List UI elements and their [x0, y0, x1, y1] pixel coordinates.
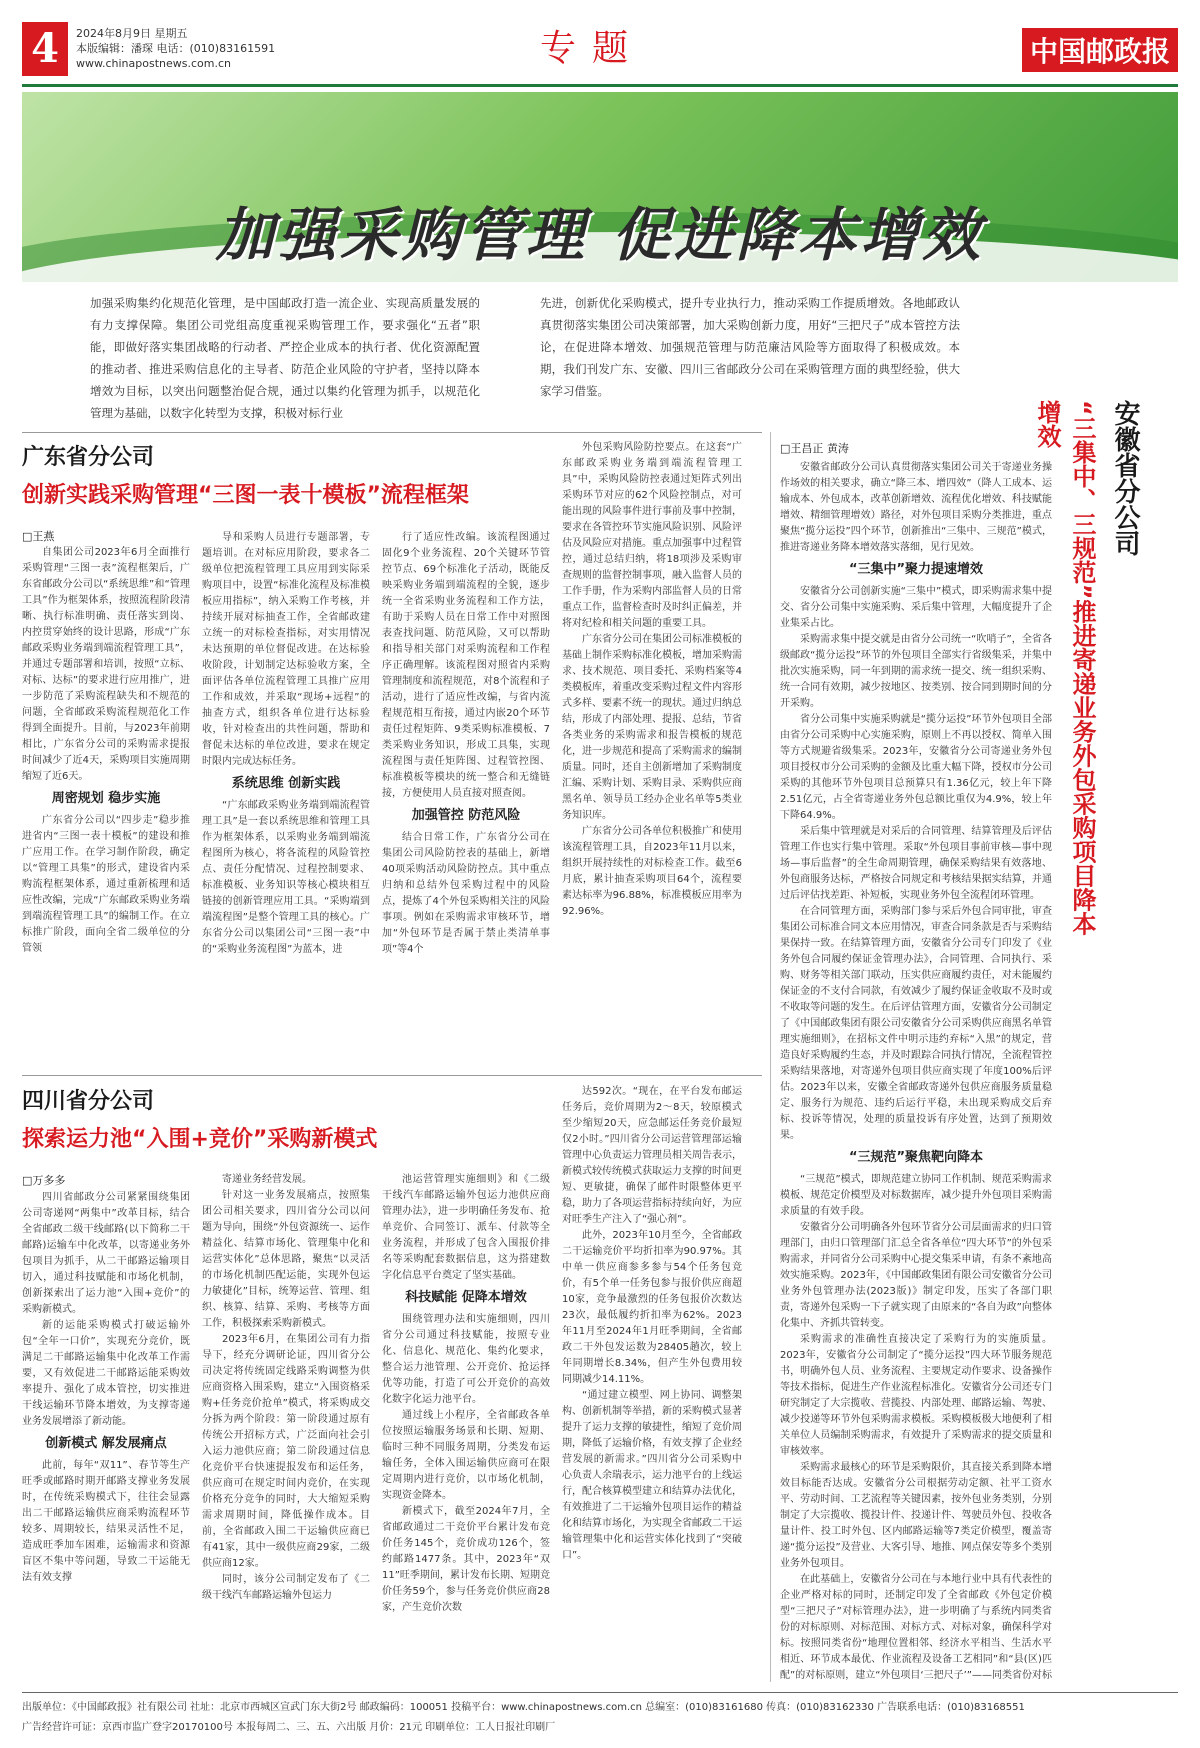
- sc-paragraph: 此外，2023年10月至今，全省邮政二干运输竞价平均折扣率为90.97%。其中单一供应商参多参与54个任务包竞价，有5个单一任务包参与报价供应商超10家，竞争最激烈的任务包报价次数达23次，最低履约折扣率为62%。2023年11月至2024年1月旺季期间，全省邮政二干外包发运数为28405趟次，较上年同期增长8.34%，但产生外包费用较同期减少14.11%。: [562, 1230, 742, 1385]
- date-line: 2024年8月9日 星期五: [76, 27, 188, 40]
- banner-title: 加强采购管理 促进降本增效: [215, 201, 985, 269]
- ah-paragraph: 安徽省邮政分公司认真贯彻落实集团公司关于寄递业务操作场效的相关要求，确立“降三本、增四效”（降人工成本、运输成本、外包成本，改革创新增效、流程优化增效、科技赋能增效、精细管理增效）路径，对外包项目采购分类推进，重点聚焦“揽分运投”四个环节，创新推出“三集中、三规范”模式，推进寄递业务降本增效落实落细，见行见效。: [780, 462, 1052, 553]
- gd-paragraph: 行了适应性改编。该流程图通过固化9个业务流程、20个关键环节管控节点、69个标准化子活动，既能反映采购业务端到端流程的全貌，逐步统一全省采购业务流程和工作方法，有助于采购人员在日常工作中对照图表查找问题、防范风险，又可以帮助和指导相关部门对采购流程和工作程序正确理解。该流程图对照省内采购管理制度和流程规范，对8个流程和子活动，进行了适应性改编，与省内流程规范相互衔接，通过内嵌20个环节责任过程矩阵、9类采购标准模板、7类采购业务知识，形成工具集，实现流程图与责任矩阵图、过程管控图、标准模板等模块的统一整合和无缝链接，方便使用人员直接对照查阅。: [382, 532, 550, 799]
- gd-author: □王燕: [22, 530, 55, 543]
- ah-paragraph: 在此基础上，安徽省分公司在与本地行业中具有代表性的企业严格对标的同时，还制定印发了全省邮政《外包定价模型“三把尺子”对标管理办法》，进一步明确了与系统内同类省份的对标原则、对标范围、对标方式、对标对象，确保科学对标。按照同类省份“地理位置相邻、经济水平相当、生活水平相近、环节成本最优、作业流程及设备工艺相同”和“县(区)匹配”的对标原则，建立“外包项目‘三把尺子’”——同类省份对标: [780, 1574, 1052, 1680]
- sc-paragraph: 围绕管理办法和实施细则，四川省分公司通过科技赋能，按照专业化、信息化、规范化、集约化要求，整合运力池管理、公开竞价、抢运择优等功能，打造了可公开竞价的高效化数字化运力池平台。: [382, 1314, 550, 1405]
- page-number: 4: [22, 22, 68, 76]
- sc-top-rule: [22, 1075, 762, 1076]
- sc-paragraph: 四川省邮政分公司紧紧围绕集团公司寄递网“两集中”改革目标，结合全省邮政二级干线邮路(以下简称二干邮路)运输车中化改革，以寄递业务外包项目为抓手，从二干邮路运输项目切入，通过科技赋能和市场化机制，创新探索出了运力池“入围+竞价”的采购新模式。: [22, 1192, 190, 1315]
- header-divider: [22, 84, 1178, 87]
- footer-license: 广告经营许可证：京西市监广登字20170100号 本报每周二、三、五、六出版 月价：21元 印刷单位：工人日报社印刷厂: [22, 1722, 556, 1733]
- newspaper-logo: 中国邮政报: [1022, 28, 1178, 72]
- gd-title: 创新实践采购管理“三图一表十模板”流程框架: [22, 483, 469, 508]
- website-link[interactable]: www.chinapostnews.com.cn: [76, 57, 231, 70]
- ah-paragraph: 省分公司集中实施采购就是“揽分运投”环节外包项目全部由省分公司采购中心实施采购，原则上不再以授权、简单入围等方式规避省级集采。2023年，安徽省分公司寄递业务外包项目授权市分公司采购的金额及比重大幅下降，授权市分公司采购的其他环节外包项目总预算只有1.36亿元，较上年下降2.51亿元，占全省寄递业务外包总额比重仅为4.9%，较上年下降64.9%。: [780, 714, 1052, 821]
- ah-paragraph: 安徽省分公司创新实施“三集中”模式，即采购需求集中提交、省分公司集中实施采购、采后集中管理，大幅度提升了企业集采占比。: [780, 586, 1052, 629]
- gd-paragraph: “广东邮政采购业务端到端流程管理工具”是一套以系统思维和管理工具作为框架体系，以采购业务端到端流程图所为核心，将各流程的风险管控点、责任分配情况、过程控制要求、标准模板、业务知识等核心模块相互链接的创新管理应用工具。“采购端到端流程图”是整个管理工具的核心。广东省分公司以集团公司“三图一表”中的“采购业务流程图”为蓝本，进: [202, 800, 370, 955]
- ah-subhead: “三规范”聚焦靶向降本: [848, 1150, 984, 1165]
- footer-publisher: 出版单位：《中国邮政报》社有限公司 社址：北京市西城区宣武门东大街2号 邮政编码：100051 投稿平台：www.chinapostnews.com.cn 总编室：(010)83161680 传真：(010)83162330 广告联系电话：(010)83168551: [22, 1702, 1025, 1713]
- gd-paragraph: 广东省分公司各单位积极推广和使用该流程管理工具，自2023年11月以来，组织开展持续性的对标检查工作。截至6月底，累计抽查采购项目64个，流程要素达标率为96.88%，标准模板应用率为92.96%。: [562, 826, 742, 917]
- ah-paragraph: 采后集中管理就是对采后的合同管理、结算管理及后评估管理工作也实行集中管理。采取“外包项目事前审核—事中现场—事后监督”的全生命周期管理，确保采购结果有效落地、外包商服务达标，严格按合同规定和考核结果据实结算，并通过后评估找差距、补短板，实现业务外包全流程闭环管理。: [780, 826, 1052, 901]
- column-separator: [770, 432, 771, 1682]
- ah-paragraph: 在合同管理方面，采购部门参与采后外包合同审批，审查集团公司标准合同文本应用情况，审查合同条款是否与采购结果保持一致。在结算管理方面，安徽省分公司专门印发了《业务外包合同履约保证金管理办法》，合同管理、合同执行、采购、财务等相关部门联动，压实供应商履约责任，对未能履约保证金的不支付合同款，有效减少了履约保证金收取不及时或不收取等问题的发生。在后评估管理方面，安徽省分公司制定了《中国邮政集团有限公司安徽省分公司采购供应商黑名单管理实施细则》，在招标文件中明示违约弃标“入黑”的规定，营造良好采购履约生态，并及时跟踪合同执行情况，全流程管控采购结果落地，对寄递外包项目供应商实现了年度100%后评估。2023年以来，安徽全省邮政寄递外包供应商服务质量稳定、服务行为规范、违约后运行平稳，未出现采购成交后弃标、投诉等情况，处理的质量投诉有序处置，达到了预期效果。: [780, 906, 1052, 1141]
- gd-paragraph: 导和采购人员进行专题部署，专题培训。在对标应用阶段，要求各二级单位把流程管理工具应用到实际采购项目中，设置“标准化流程及标准模板应用指标”，纳入采购工作考核，并持续开展对标抽查工作，全省邮政建立统一的对标检查指标，对实用情况未达预期的单位督促改进。在达标验收阶段，计划制定达标验收方案，全面评估各单位流程管理工具推广应用工作和成效，并采取“现场+远程”的抽查方式，组织各单位进行达标验收，针对检查出的共性问题，帮助和督促未达标的单位改进，要求在规定时限内完成达标任务。: [202, 532, 370, 767]
- intro-left: 加强采购集约化规范化管理，是中国邮政打造一流企业、实现高质量发展的有力支撑保障。集团公司党组高度重视采购管理工作，要求强化“五者”职能，即做好落实集团战略的行动者、严控企业成本的执行者、优化资源配置的推动者、推进采购信息化的主导者、防范企业风险的守护者，坚持以降本增效为目标，以突出问题整治促合规，通过以集约化管理为抓手，以规范化管理为基础，以数字化转型为支撑，积极对标行业: [90, 296, 480, 420]
- sc-paragraph: 池运营管理实施细则》和《二级干线汽车邮路运输外包运力池供应商管理办法》，进一步明确任务发布、抢单竞价、合同签订、派车、付款等全业务流程，并形成了包含入围报价排名等采购配套数据信息，这为搭建数字化信息平台奠定了坚实基础。: [382, 1174, 550, 1281]
- ah-paragraph: 采购需求最核心的环节是采购限价，其直接关系到降本增效目标能否达成。安徽省分公司根据劳动定额、社平工资水平、劳动时间、工艺流程等关键因素，按外包业务类别，分别制定了大宗揽收、揽投计件、投递计件、驾驶员外包、投收各量计件、投工时外包、区内邮路运输等7类定价模型，覆盖寄递“揽分运投”及营业、大客引导、地推、网点保安等多个类别业务外包项目。: [780, 1462, 1052, 1569]
- ah-title: “三集中、三规范”推进寄递业务外包采购项目降本增效: [1033, 400, 1096, 936]
- ah-col-2: [1060, 950, 1178, 1680]
- ah-author: □王昌正 黄涛: [780, 442, 849, 455]
- sc-paragraph: 新模式下，截至2024年7月，全省邮政通过二干竞价平台累计发布竞价任务145个，竞价成功126个，签约邮路1477条。其中，2023年“双11”旺季期间，累计发布长期、短期竞价任务59个，参与任务竞价供应商28家，产生竞价次数: [382, 1506, 550, 1613]
- sc-paragraph: 通过线上小程序，全省邮政各单位按照运输服务场景和长期、短期、临时三种不同服务周期，分类发布运输任务，全体入围运输供应商可在限定周期内进行竞价，以市场化机制，实现资金降本。: [382, 1410, 550, 1501]
- gd-org: 广东省分公司: [22, 445, 155, 470]
- ah-paragraph: 安徽省分公司明确各外包环节省分公司层面需求的归口管理部门，由归口管理部门汇总全省各单位“四大环节”的外包采购需求，并同省分公司采购中心提交集采申请，有条不紊地高效实施采购。2023年，《中国邮政集团有限公司安徽省分公司业务外包管理办法(2023版)》制定印发，压实了各部门职责，寄递外包采购一下子就实现了由原来的“各自为政”向整体化集中、齐抓共管转变。: [780, 1222, 1052, 1329]
- ah-col-1: [780, 460, 1052, 1680]
- footer-rule: [22, 1692, 1178, 1693]
- sc-paragraph: 寄递业务经营发展。: [222, 1174, 312, 1185]
- intro-right: 先进，创新优化采购模式，提升专业执行力，推动采购工作提质增效。各地邮政认真贯彻落实集团公司决策部署，加大采购创新力度，用好“三把尺子”成本管控方法论，在促进降本增效、加强规范管理与防范廉洁风险等方面取得了积极成效。本期，我们刊发广东、安徽、四川三省邮政分公司在采购管理方面的典型经验，供大家学习借鉴。: [540, 296, 960, 398]
- sc-paragraph: 针对这一业务发展痛点，按照集团公司相关要求，四川省分公司以问题为导向，围绕“外包资源统一、运作精益化、结算市场化、管理集中化和运营实体化”总体思路，聚焦“以灵活的市场化机制匹配运能，实现外包运力敏捷化”目标，统筹运营、管理、组织、核算、结算、采购、考核等方面工作，积极探索采购新模式。: [202, 1190, 370, 1329]
- ah-paragraph: “三规范”模式，即规范建立协同工作机制、规范采购需求模板、规范定价模型及对标数据库，减少提升外包项目采购需求质量的有效手段。: [780, 1174, 1052, 1217]
- ah-paragraph: 采购需求的准确性直接决定了采购行为的实施质量。2023年，安徽省分公司制定了“揽分运投”四大环节服务规范书，明确外包人员、业务流程、主要规定动作要求、设备操作等技术指标，促进生产作业流程标准化。安徽省分公司还专门研究制定了大宗揽收、营揽投、内部处理、邮路运输、驾驶、减少投递等环节外包采购需求模板。采购模板极大地便利了相关单位人员编制采购需求，有效提升了采购需求的提交质量和审核效率。: [780, 1334, 1052, 1457]
- sc-paragraph: 达592次。“现在，在平台发布邮运任务后，竞价周期为2～8天，较原模式至少缩短20天，应急邮运任务竞价最短仅2小时。”四川省分公司运营管理部运输管理中心负责运力管理员相关周告表示，新模式较传统模式获取运力支撑的时间更短、更敏捷，确保了邮件时限整体更平稳，助力了各项运营指标持续向好，为应对旺季生产注入了“强心剂”。: [562, 1086, 742, 1225]
- sc-col-2: [202, 1172, 370, 1680]
- sc-paragraph: 2023年6月，在集团公司有力指导下，经充分调研论证，四川省分公司决定将传统固定线路采购调整为供应商资格入围采购，建立“入围资格采购+任务竞价抢单”模式，将采购成交分拆为两个阶段：第一阶段通过原有传统公开招标方式，广泛面向社会引入运力池供应商；第二阶段通过信息化竞价平台快速提报发布和运任务，供应商可在规定时间内竞价，在实现价格充分竞争的同时，大大缩短采购需求周期时间，降低操作成本。目前，全省邮政入围二干运输供应商已有41家，其中一级供应商29家，二级供应商12家。: [202, 1334, 370, 1569]
- section-title: 专题: [540, 28, 645, 69]
- ah-subhead: “三集中”聚力提速增效: [848, 562, 984, 577]
- sc-org: 四川省分公司: [22, 1089, 155, 1114]
- gd-subhead: 系统思维 创新实践: [231, 776, 341, 791]
- sc-subhead: 创新模式 解发展痛点: [45, 1436, 167, 1451]
- gd-subhead: 加强管控 防范风险: [411, 808, 521, 823]
- gd-subhead: 周密规划 稳步实施: [51, 791, 161, 806]
- gd-paragraph: 广东省分公司以“四步走”稳步推进省内“三图一表十模板”的建设和推广应用工作。在学习制作阶段，确定以“管理工具集”的形式，建设省内采购流程框架体系，通过重新梳理和适应性改编，完成“广东邮政采购业务端到端流程管理工具”的编制工作。在立标推广阶段，面向全省二级单位的分管领: [22, 815, 190, 954]
- sc-subhead: 科技赋能 促降本增效: [405, 1290, 527, 1305]
- sc-paragraph: 新的运能采购模式打破运输外包“全年一口价”，实现充分竞价，既满足二干邮路运输集中化改革工作需要，又有效促进二干邮路运能采购效率提升、强化了成本管控，切实推进干线运输环节降本增效，为支撑寄递业务发展增添了新动能。: [22, 1320, 190, 1427]
- sc-paragraph: 此前，每年“双11”、春节等生产旺季或邮路时期开邮路支撑业务发展时，在传统采购模式下，往往会显露出二干邮路运输供应商采购流程环节较多、周期较长，结果灵活性不足，造成旺季加车困难，运输需求和资源盲区不集中等问题，导致二干运能无法有效支撑: [22, 1460, 190, 1583]
- gd-col-3: [382, 530, 550, 1065]
- gd-paragraph: 外包采购风险防控要点。在这套“广东邮政采购业务端到端流程管理工具”中，采购风险防控表通过矩阵式列出采购环节对应的62个风险控制点，对可能出现的风险事件进行事前及事中控制，要求在各管控环节实施风险识别、风险评估及风险应对措施。重点加强事中过程管控，通过总结归纳，将18项涉及采购审查规则的监督控制事项，融入监督人员的工作手册，作为采购内部监督人员的日常重点工作，监督检查时及时纠正偏差，并将对纪检和相关问题的重要工具。: [562, 442, 742, 629]
- sc-col-4: [562, 1084, 742, 1680]
- gd-col-1: [22, 545, 190, 1065]
- sc-author: □万多多: [22, 1174, 66, 1187]
- sc-col-3: [382, 1172, 550, 1680]
- sc-title: 探索运力池“入围+竞价”采购新模式: [22, 1127, 378, 1152]
- gd-paragraph: 广东省分公司在集团公司标准模板的基础上制作采购标准化模板，增加采购需求、技术规范、项目委托、采购档案等4类模板库，着重改变采购过程文件内容形式多样、要素不统一的现状。通过归纳总结，形成了内部处理、提报、总结，节省各类业务的采购需求和报告模板的规范化，进一步规范和提高了采购需求的编制质量。同时，还自主创新增加了采购制度汇编、采购计划、采购目录、采购供应商黑名单、领导员工经办企业名单等5类业务知识库。: [562, 634, 742, 821]
- gd-col-4: [562, 440, 742, 1065]
- sc-paragraph: 同时，该分公司制定发布了《二级干线汽车邮路运输外包运力: [202, 1574, 370, 1601]
- ah-org: 安徽省分公司: [1110, 400, 1140, 556]
- editor-line: 本版编辑：潘琛 电话：(010)83161591: [76, 42, 276, 55]
- gd-top-rule: [22, 432, 762, 433]
- gd-col-2: [202, 530, 370, 1065]
- header-meta: [76, 26, 275, 71]
- gd-paragraph: 结合日常工作，广东省分公司在集团公司风险防控表的基础上，新增40项采购活动风险防控点。其中重点归纳和总结外包采购过程中的风险点，提炼了4个外包采购相关注的风险事项。例如在采购需求审核环节，增加“外包环节是否属于禁止类清单事项”等4个: [382, 832, 550, 955]
- sc-paragraph: “通过建立模型、网上协同、调整架构、创新机制等举措，新的采购模式显著提升了运力支撑的敏捷性，缩短了竞价周期，降低了运输价格，有效支撑了企业经营发展的新需求。”四川省分公司采购中心负责人余瑞表示，运力池平台的上线运行，配合核算模型建立和结算办法优化，有效推进了二干运输外包项目运作的精益化和结算市场化，为实现全省邮政二干运输管理集中化和运营实体化找到了“突破口”。: [562, 1390, 742, 1561]
- gd-paragraph: 自集团公司2023年6月全面推行采购管理“三图一表”流程框架后，广东省邮政分公司以“系统思维”和“管理工具”作为框架体系，按照流程阶段清晰、执行标准明确、责任落实到岗、内控贯穿始终的设计思路，形成“广东邮政采购业务端到端流程管理工具”，并通过专题部署和培训，按照“立标、对标、达标”的要求进行应用推广，进一步防范了采购流程缺失和不规范的问题，全省邮政采购流程规范化工作得到全面提升。目前，与2023年前期相比，广东省分公司的采购需求提报时间减少了近4天，采购项目实施周期缩短了近6天。: [22, 547, 190, 782]
- ah-paragraph: 采购需求集中提交就是由省分公司统一“吹哨子”，全省各级邮政“揽分运投”环节的外包项目全部实行省级集采，并集中批次实施采购，同一年到期的需求统一提交、统一组织采购、统一合同有效期，减少按地区、按类别、按合同到期时间的分开采购。: [780, 634, 1052, 709]
- sc-col-1: [22, 1190, 190, 1680]
